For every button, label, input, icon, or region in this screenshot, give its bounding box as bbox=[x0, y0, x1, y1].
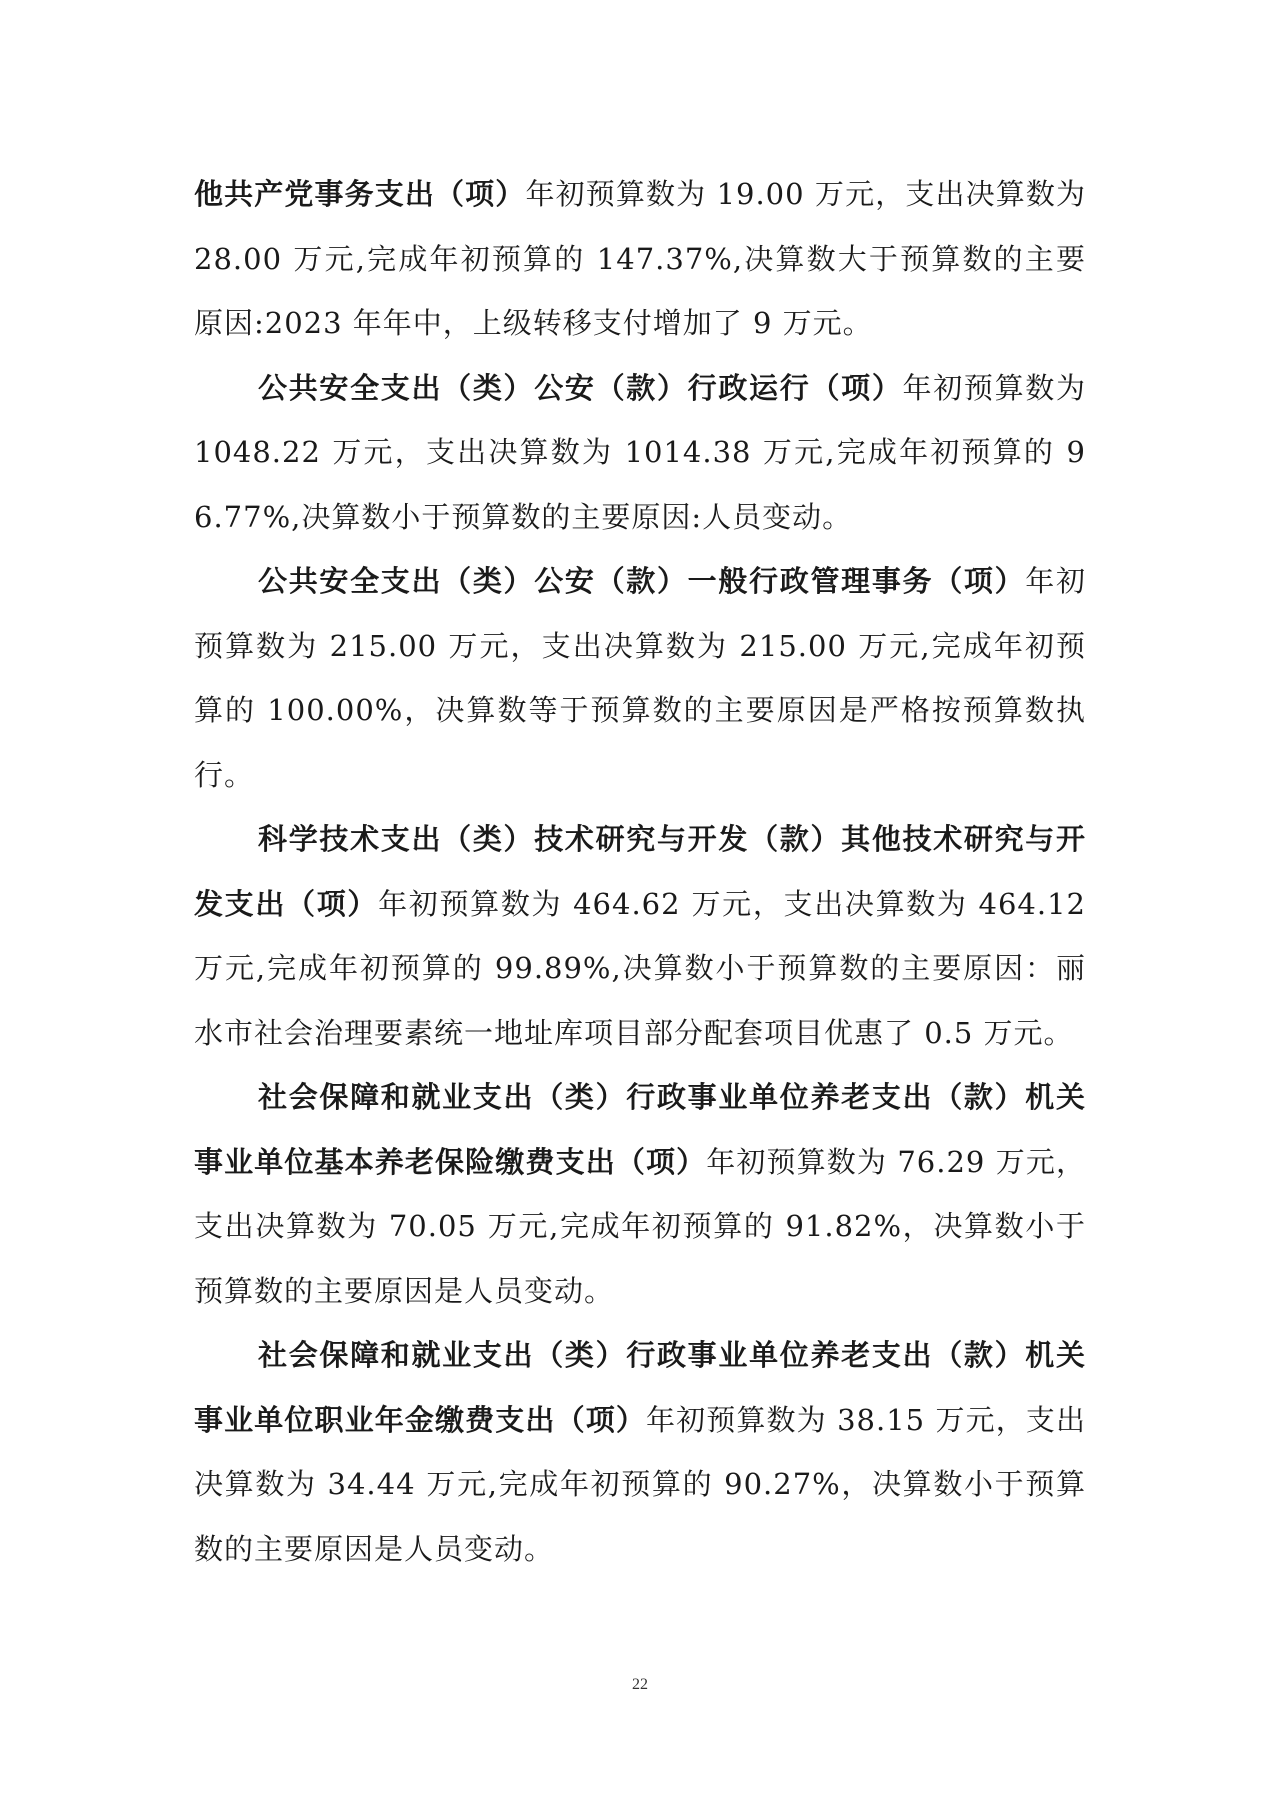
paragraph-6-text: 年初预算数为 38.15 万元，支出决算数为 34.44 万元,完成年初预算的 90.27%，决算数小于预算数的主要原因是人员变动。 bbox=[194, 1402, 1086, 1566]
page-number: 22 bbox=[632, 1676, 648, 1693]
paragraph-5 bbox=[194, 1065, 1086, 1323]
paragraph-1-text: 年初预算数为 19.00 万元，支出决算数为 28.00 万元,完成年初预算的 147.37%,决算数大于预算数的主要原因:2023 年年中，上级转移支付增加了 9 万元。 bbox=[194, 177, 1086, 340]
paragraph-5-heading: 社会保障和就业支出（类）行政事业单位养老支出（款）机关事业单位基本养老保险缴费支出（项） bbox=[194, 1080, 1086, 1179]
paragraph-3-text: 年初预算数为 215.00 万元，支出决算数为 215.00 万元,完成年初预算的 100.00%，决算数等于预算数的主要原因是严格按预算数执行。 bbox=[194, 564, 1086, 792]
paragraph-6-heading: 社会保障和就业支出（类）行政事业单位养老支出（款）机关事业单位职业年金缴费支出（项） bbox=[194, 1338, 1086, 1437]
paragraph-2-text: 年初预算数为 1048.22 万元，支出决算数为 1014.38 万元,完成年初预算的 96.77%,决算数小于预算数的主要原因:人员变动。 bbox=[194, 370, 1086, 534]
paragraph-5-text: 年初预算数为 76.29 万元，支出决算数为 70.05 万元,完成年初预算的 91.82%，决算数小于预算数的主要原因是人员变动。 bbox=[194, 1144, 1086, 1308]
paragraph-1-heading: 他共产党事务支出（项） bbox=[194, 177, 526, 211]
paragraph-3-heading: 公共安全支出（类）公安（款）一般行政管理事务（项） bbox=[258, 564, 1026, 598]
paragraph-4 bbox=[194, 807, 1086, 1065]
paragraph-4-heading: 科学技术支出（类）技术研究与开发（款）其他技术研究与开发支出（项） bbox=[194, 822, 1086, 921]
paragraph-4-text: 年初预算数为 464.62 万元，支出决算数为 464.12 万元,完成年初预算的 99.89%,决算数小于预算数的主要原因：丽水市社会治理要素统一地址库项目部分配套项目优惠了 0.5 万元。 bbox=[194, 886, 1086, 1050]
paragraph-3 bbox=[194, 549, 1086, 807]
paragraph-2 bbox=[194, 356, 1086, 550]
paragraph-2-heading: 公共安全支出（类）公安（款）行政运行（项） bbox=[258, 370, 903, 405]
document-body bbox=[194, 162, 1086, 1581]
paragraph-6 bbox=[194, 1323, 1086, 1581]
paragraph-1 bbox=[194, 162, 1086, 356]
